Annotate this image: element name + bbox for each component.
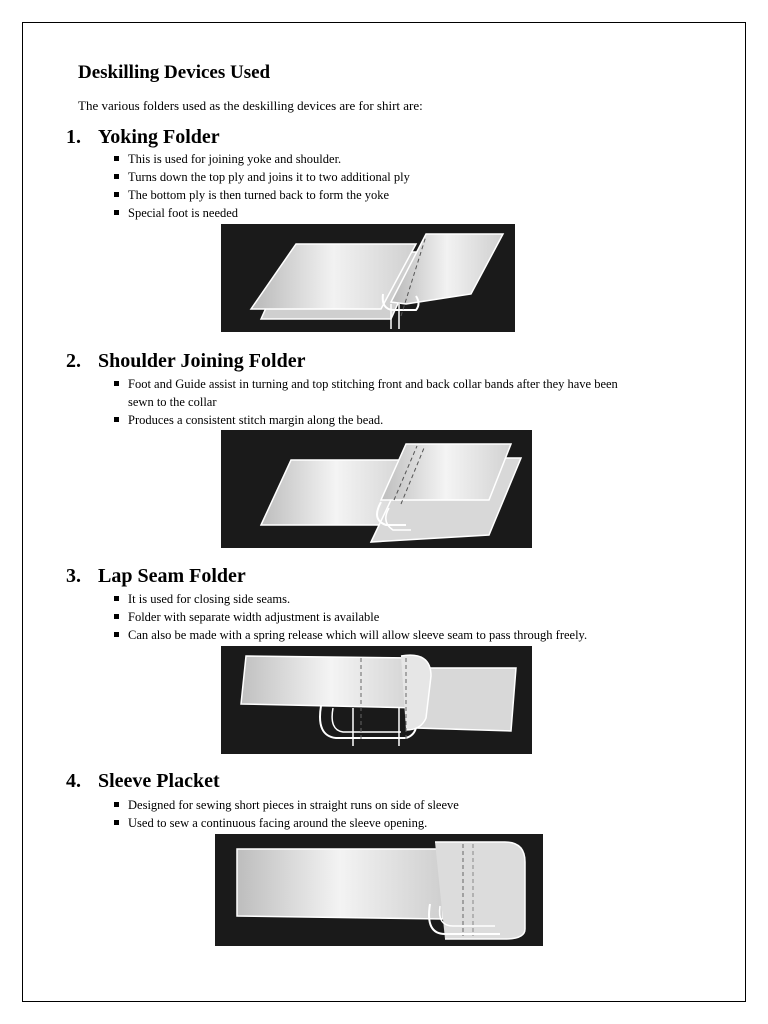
bullet-icon — [114, 632, 119, 637]
section-2-bullet-1: Foot and Guide assist in turning and top stitching front and back collar bands after they have been — [128, 377, 618, 391]
section-2-bullet-2: Produces a consistent stitch margin along the bead. — [128, 413, 384, 427]
bullet-icon — [114, 802, 119, 807]
yoking-folder-image — [221, 224, 515, 332]
bullet-icon — [114, 417, 119, 422]
section-4-bullet-1: Designed for sewing short pieces in straight runs on side of sleeve — [128, 798, 459, 812]
intro-text: The various folders used as the deskilling devices are for shirt are: — [78, 98, 423, 113]
bullet-icon — [114, 156, 119, 161]
section-1-bullet-1: This is used for joining yoke and shoulder. — [128, 152, 342, 166]
section-1-bullet-2: Turns down the top ply and joins it to two additional ply — [128, 170, 410, 184]
section-4-title: Sleeve Placket — [98, 770, 220, 792]
bullet-icon — [114, 192, 119, 197]
section-1-number: 1. — [66, 126, 81, 148]
bullet-icon — [114, 174, 119, 179]
shoulder-joining-folder-image — [221, 430, 532, 548]
section-3-bullet-3: Can also be made with a spring release which will allow sleeve seam to pass through freely. — [128, 628, 588, 642]
section-1-bullet-3: The bottom ply is then turned back to form the yoke — [128, 188, 390, 202]
section-2-number: 2. — [66, 350, 81, 372]
section-2-title: Shoulder Joining Folder — [98, 350, 306, 372]
bullet-icon — [114, 820, 119, 825]
section-1-title: Yoking Folder — [98, 126, 220, 148]
section-3-title: Lap Seam Folder — [98, 565, 246, 587]
bullet-icon — [114, 614, 119, 619]
document-title: Deskilling Devices Used — [78, 62, 271, 83]
section-1-bullet-4: Special foot is needed — [128, 206, 239, 220]
section-3-number: 3. — [66, 565, 81, 587]
section-2-bullet-1-cont: sewn to the collar — [128, 395, 217, 409]
section-3-bullet-1: It is used for closing side seams. — [128, 592, 291, 606]
bullet-icon — [114, 210, 119, 215]
bullet-icon — [114, 381, 119, 386]
section-4-number: 4. — [66, 770, 81, 792]
section-4-bullet-2: Used to sew a continuous facing around the sleeve opening. — [128, 816, 428, 830]
sleeve-placket-image — [215, 834, 543, 946]
bullet-icon — [114, 596, 119, 601]
lap-seam-folder-image — [221, 646, 532, 754]
section-3-bullet-2: Folder with separate width adjustment is available — [128, 610, 380, 624]
